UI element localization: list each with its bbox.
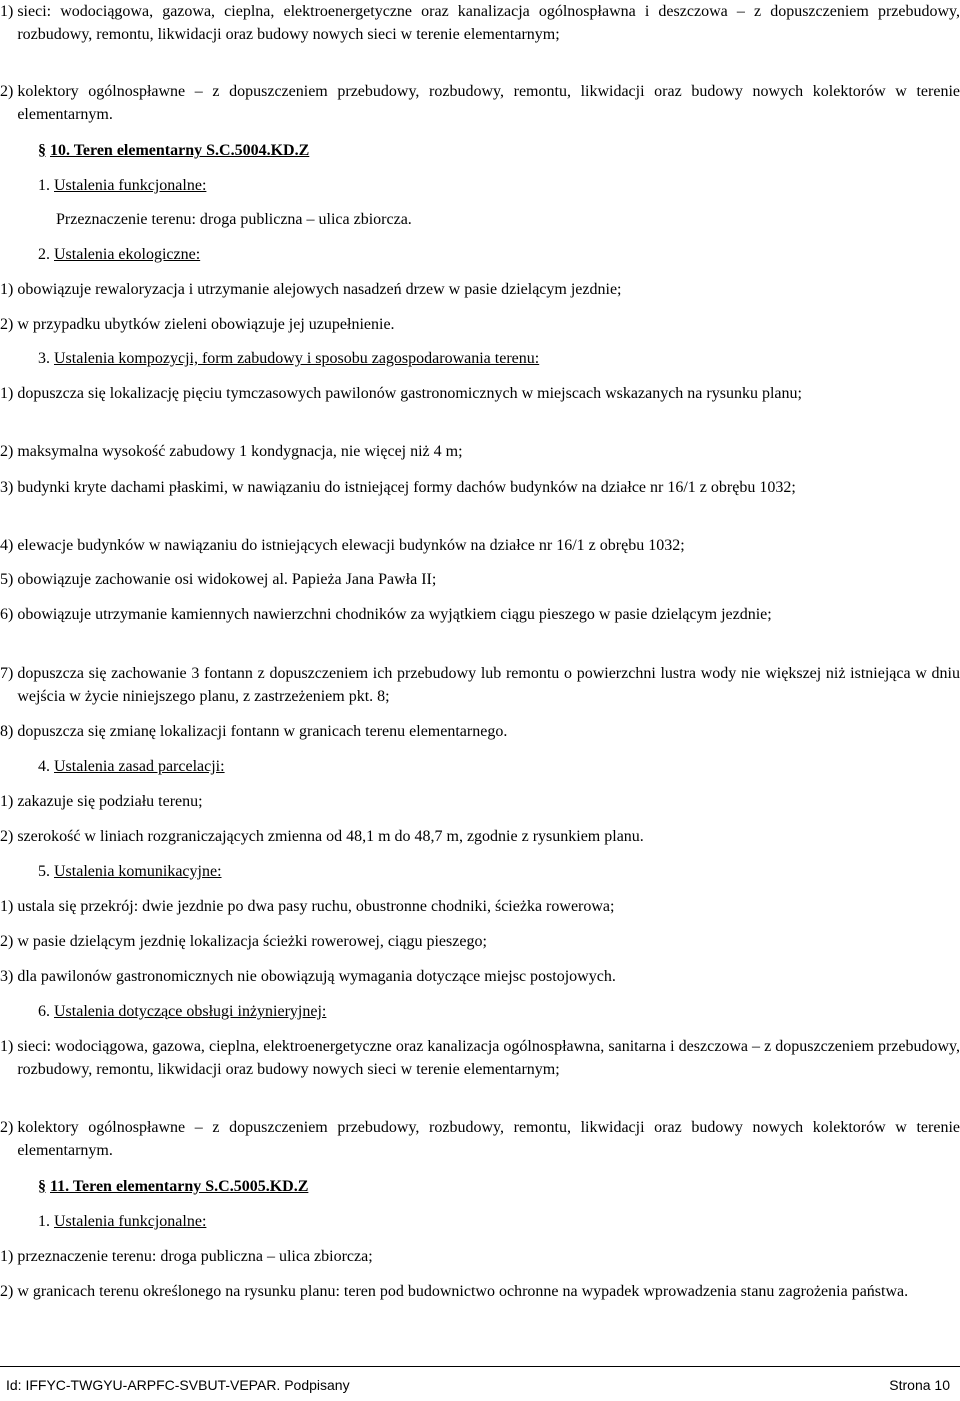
section-symbol: § (38, 142, 46, 159)
list-item: 1) przeznaczenie terenu: droga publiczna – ulica zbiorcza; (0, 1248, 373, 1265)
list-item: 2) w pasie dzielącym jezdnię lokalizacja ścieżki rowerowej, ciągu pieszego; (0, 933, 487, 950)
section-heading (38, 139, 309, 162)
subheading-label: Ustalenia ekologiczne: (54, 246, 201, 263)
subheading-label: Ustalenia kompozycji, form zabudowy i sposobu zagospodarowania terenu: (54, 350, 540, 367)
section-heading (38, 1175, 308, 1198)
subheading: 4. Ustalenia zasad parcelacji: (38, 758, 225, 775)
subheading-label: Ustalenia dotyczące obsługi inżynieryjnej: (54, 1003, 327, 1020)
list-item: 4) elewacje budynków w nawiązaniu do istniejących elewacji budynków na działce nr 16/1 z obrębu 1032; (0, 537, 685, 554)
list-item: 1) sieci: wodociągowa, gazowa, cieplna, elektroenergetyczne oraz kanalizacja ogólnospławna, sanitarna i deszczowa – z dopuszczeniem przebudowy, rozbudowy, remontu, likwidacji oraz budowy nowych sieci w terenie elementarnym; (0, 1038, 960, 1078)
item-number: 1) (0, 3, 14, 20)
list-item: 3) budynki kryte dachami płaskimi, w nawiązaniu do istniejącej formy dachów budynków na działce nr 16/1 z obrębu 1032; (0, 479, 796, 496)
list-item: 7) dopuszcza się zachowanie 3 fontann z dopuszczeniem ich przebudowy lub remontu o powierzchni lustra wody nie większej niż istniejąca w dniu wejścia w życie niniejszego planu, z zastrzeżeniem pkt. 8; (0, 665, 960, 705)
subheading-label: Ustalenia zasad parcelacji: (54, 758, 225, 775)
list-item: 2) kolektory ogólnospławne – z dopuszczeniem przebudowy, rozbudowy, remontu, likwidacji oraz budowy nowych kolektorów w terenie elementarnym. (0, 1119, 960, 1159)
subheading: 3. Ustalenia kompozycji, form zabudowy i sposobu zagospodarowania terenu: (38, 350, 540, 367)
section-title: 11. Teren elementarny S.C.5005.KD.Z (50, 1178, 309, 1195)
item-text: kolektory ogólnospławne – z dopuszczeniem przebudowy, rozbudowy, remontu, likwidacji oraz budowy nowych kolektorów w terenie elementarnym. (17, 83, 960, 123)
list-item (0, 0, 960, 46)
list-item: 2) szerokość w liniach rozgraniczających zmienna od 48,1 m do 48,7 m, zgodnie z rysunkiem planu. (0, 828, 644, 845)
list-item: 1) ustala się przekrój: dwie jezdnie po dwa pasy ruchu, obustronne chodniki, ścieżka rowerowa; (0, 898, 615, 915)
item-number: 2) (0, 83, 14, 100)
page-number: Strona 10 (889, 1377, 950, 1393)
list-item: 6) obowiązuje utrzymanie kamiennych nawierzchni chodników za wyjątkiem ciągu pieszego w pasie dzielącym jezdnie; (0, 606, 772, 623)
list-item: 5) obowiązuje zachowanie osi widokowej al. Papieża Jana Pawła II; (0, 571, 437, 588)
list-item: 2) w granicach terenu określonego na rysunku planu: teren pod budownictwo ochronne na wypadek wprowadzenia stanu zagrożenia państwa. (0, 1283, 909, 1300)
list-item (0, 80, 960, 126)
list-item: 1) dopuszcza się lokalizację pięciu tymczasowych pawilonów gastronomicznych w miejscach wskazanych na rysunku planu; (0, 385, 802, 402)
subheading: 5. Ustalenia komunikacyjne: (38, 863, 222, 880)
subheading: 1. Ustalenia funkcjonalne: (38, 177, 207, 194)
section-title: 10. Teren elementarny S.C.5004.KD.Z (50, 142, 310, 159)
subheading: 6. Ustalenia dotyczące obsługi inżynieryjnej: (38, 1003, 327, 1020)
section-symbol: § (38, 1178, 46, 1195)
item-text: sieci: wodociągowa, gazowa, cieplna, elektroenergetyczne oraz kanalizacja ogólnospławna i deszczowa – z dopuszczeniem przebudowy, rozbudowy, remontu, likwidacji oraz budowy nowych sieci w terenie elementarnym; (17, 3, 960, 43)
list-item: 2) maksymalna wysokość zabudowy 1 kondygnacja, nie więcej niż 4 m; (0, 443, 463, 460)
subheading-label: Ustalenia komunikacyjne: (54, 863, 222, 880)
list-item: 3) dla pawilonów gastronomicznych nie obowiązują wymagania dotyczące miejsc postojowych. (0, 968, 616, 985)
list-item: 1) obowiązuje rewaloryzacja i utrzymanie alejowych nasadzeń drzew w pasie dzielącym jezdnie; (0, 281, 622, 298)
list-item: 8) dopuszcza się zmianę lokalizacji fontann w granicach terenu elementarnego. (0, 723, 508, 740)
subheading: 2. Ustalenia ekologiczne: (38, 246, 201, 263)
paragraph: Przeznaczenie terenu: droga publiczna – ulica zbiorcza. (56, 211, 412, 228)
list-item: 2) w przypadku ubytków zieleni obowiązuje jej uzupełnienie. (0, 316, 395, 333)
subheading-label: Ustalenia funkcjonalne: (54, 1213, 207, 1230)
subheading-label: Ustalenia funkcjonalne: (54, 177, 207, 194)
page-footer (0, 1366, 960, 1393)
subheading: 1. Ustalenia funkcjonalne: (38, 1213, 207, 1230)
list-item: 1) zakazuje się podziału terenu; (0, 793, 203, 810)
document-id: Id: IFFYC-TWGYU-ARPFC-SVBUT-VEPAR. Podpisany (6, 1377, 350, 1393)
